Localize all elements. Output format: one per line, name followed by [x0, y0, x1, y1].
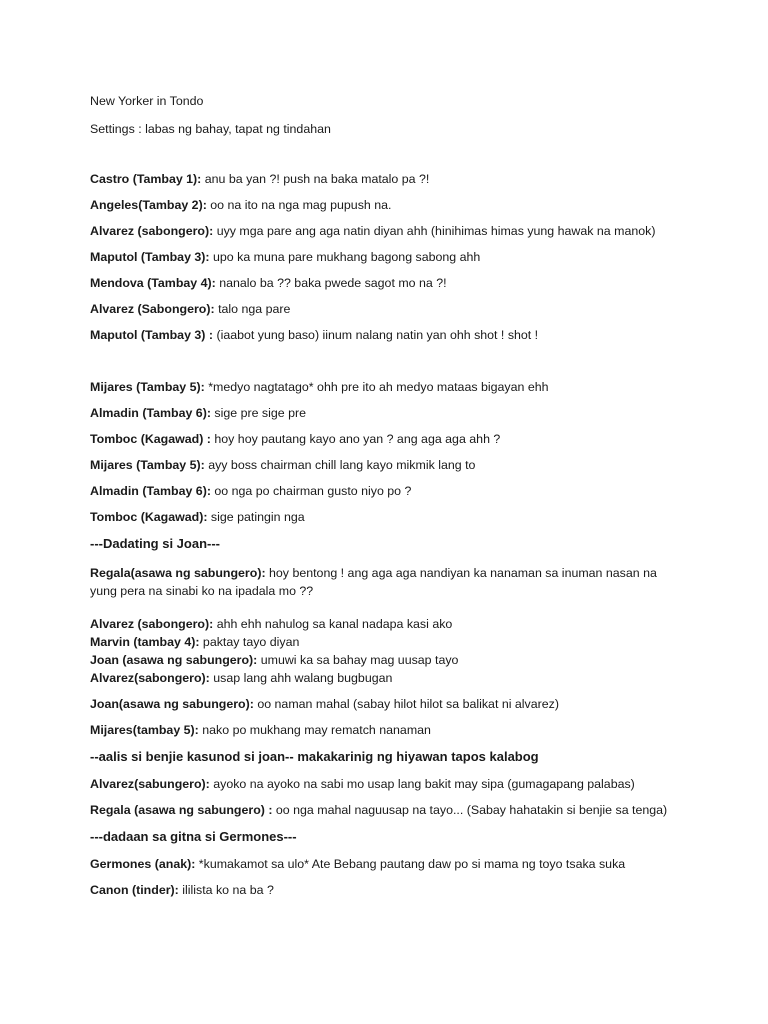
- dialogue-line: [90, 404, 306, 422]
- dialogue-line: [90, 881, 274, 899]
- dialogue-line: [90, 248, 480, 266]
- speaker-name: Regala (asawa ng sabungero) :: [90, 803, 273, 817]
- speaker-name: Castro (Tambay 1):: [90, 172, 202, 186]
- dialogue-text: (iaabot yung baso) iinum nalang natin yan ohh shot ! shot !: [213, 328, 539, 342]
- dialogue-line: [90, 196, 391, 214]
- speaker-name: Almadin (Tambay 6):: [90, 406, 211, 420]
- dialogue-line: [90, 564, 660, 600]
- dialogue-text: uyy mga pare ang aga natin diyan ahh (hinihimas himas yung hawak na manok): [213, 224, 656, 238]
- dialogue-text: anu ba yan ?! push na baka matalo pa ?!: [201, 172, 430, 186]
- dialogue-text: ahh ehh nahulog sa kanal nadapa kasi ako: [213, 617, 453, 631]
- dialogue-text: talo nga pare: [214, 302, 291, 316]
- dialogue-line: [90, 430, 500, 448]
- dialogue-line: [90, 222, 690, 240]
- dialogue-line: [90, 300, 290, 318]
- dialogue-line: [90, 326, 538, 344]
- speaker-name: Alvarez(sabongero):: [90, 671, 210, 685]
- speaker-name: Almadin (Tambay 6):: [90, 484, 211, 498]
- dialogue-line: [90, 456, 475, 474]
- dialogue-line: [90, 695, 559, 713]
- speaker-name: Joan (asawa ng sabungero):: [90, 653, 258, 667]
- dialogue-line: [90, 651, 458, 669]
- dialogue-text: ayy boss chairman chill lang kayo mikmik lang to: [204, 458, 476, 472]
- speaker-name: Alvarez (Sabongero):: [90, 302, 215, 316]
- speaker-name: Mijares (Tambay 5):: [90, 380, 205, 394]
- dialogue-text: nako po mukhang may rematch nanaman: [198, 723, 431, 737]
- speaker-name: Germones (anak):: [90, 857, 196, 871]
- dialogue-text: paktay tayo diyan: [199, 635, 300, 649]
- dialogue-text: oo nga po chairman gusto niyo po ?: [210, 484, 412, 498]
- dialogue-line: [90, 170, 429, 188]
- speaker-name: Mijares (Tambay 5):: [90, 458, 205, 472]
- dialogue-line: [90, 508, 305, 526]
- stage-direction: --aalis si benjie kasunod si joan-- makakarinig ng hiyawan tapos kalabog: [90, 749, 539, 764]
- dialogue-line: [90, 855, 690, 873]
- dialogue-text: hoy bentong ! ang aga aga nandiyan ka nanaman sa inuman nasan na yung pera na sinabi ko na ipadala mo ??: [90, 566, 657, 598]
- dialogue-text: sige pre sige pre: [210, 406, 307, 420]
- speaker-name: Tomboc (Kagawad) :: [90, 432, 211, 446]
- document-title: New Yorker in Tondo: [90, 94, 204, 108]
- dialogue-text: umuwi ka sa bahay mag uusap tayo: [257, 653, 459, 667]
- dialogue-text: oo nga mahal naguusap na tayo... (Sabay hahatakin si benjie sa tenga): [272, 803, 668, 817]
- speaker-name: Tomboc (Kagawad):: [90, 510, 208, 524]
- speaker-name: Alvarez (sabongero):: [90, 224, 214, 238]
- dialogue-line: [90, 615, 452, 633]
- dialogue-text: *kumakamot sa ulo* Ate Bebang pautang daw po si mama ng toyo tsaka suka: [195, 857, 626, 871]
- dialogue-text: ayoko na ayoko na sabi mo usap lang bakit may sipa (gumagapang palabas): [209, 777, 635, 791]
- dialogue-text: upo ka muna pare mukhang bagong sabong ahh: [209, 250, 481, 264]
- speaker-name: Alvarez(sabungero):: [90, 777, 210, 791]
- speaker-name: Alvarez (sabongero):: [90, 617, 214, 631]
- dialogue-text: hoy hoy pautang kayo ano yan ? ang aga aga ahh ?: [210, 432, 501, 446]
- dialogue-text: *medyo nagtatago* ohh pre ito ah medyo mataas bigayan ehh: [204, 380, 549, 394]
- speaker-name: Regala(asawa ng sabungero):: [90, 566, 266, 580]
- dialogue-line: [90, 274, 447, 292]
- dialogue-text: ililista ko na ba ?: [178, 883, 274, 897]
- dialogue-line: [90, 378, 549, 396]
- speaker-name: Maputol (Tambay 3) :: [90, 328, 213, 342]
- dialogue-text: nanalo ba ?? baka pwede sagot mo na ?!: [215, 276, 447, 290]
- speaker-name: Canon (tinder):: [90, 883, 179, 897]
- dialogue-line: [90, 669, 392, 687]
- dialogue-text: usap lang ahh walang bugbugan: [209, 671, 393, 685]
- speaker-name: Mijares(tambay 5):: [90, 723, 199, 737]
- dialogue-line: [90, 775, 690, 793]
- stage-direction: ---Dadating si Joan---: [90, 536, 220, 551]
- speaker-name: Maputol (Tambay 3):: [90, 250, 210, 264]
- dialogue-text: oo naman mahal (sabay hilot hilot sa balikat ni alvarez): [253, 697, 559, 711]
- speaker-name: Mendova (Tambay 4):: [90, 276, 216, 290]
- dialogue-line: [90, 721, 431, 739]
- dialogue-line: [90, 633, 299, 651]
- dialogue-text: oo na ito na nga mag pupush na.: [206, 198, 392, 212]
- dialogue-text: sige patingin nga: [207, 510, 305, 524]
- speaker-name: Marvin (tambay 4):: [90, 635, 200, 649]
- stage-direction: ---dadaan sa gitna si Germones---: [90, 829, 297, 844]
- dialogue-line: [90, 801, 690, 819]
- speaker-name: Joan(asawa ng sabungero):: [90, 697, 254, 711]
- dialogue-line: [90, 482, 411, 500]
- settings-line: Settings : labas ng bahay, tapat ng tindahan: [90, 122, 331, 136]
- speaker-name: Angeles(Tambay 2):: [90, 198, 207, 212]
